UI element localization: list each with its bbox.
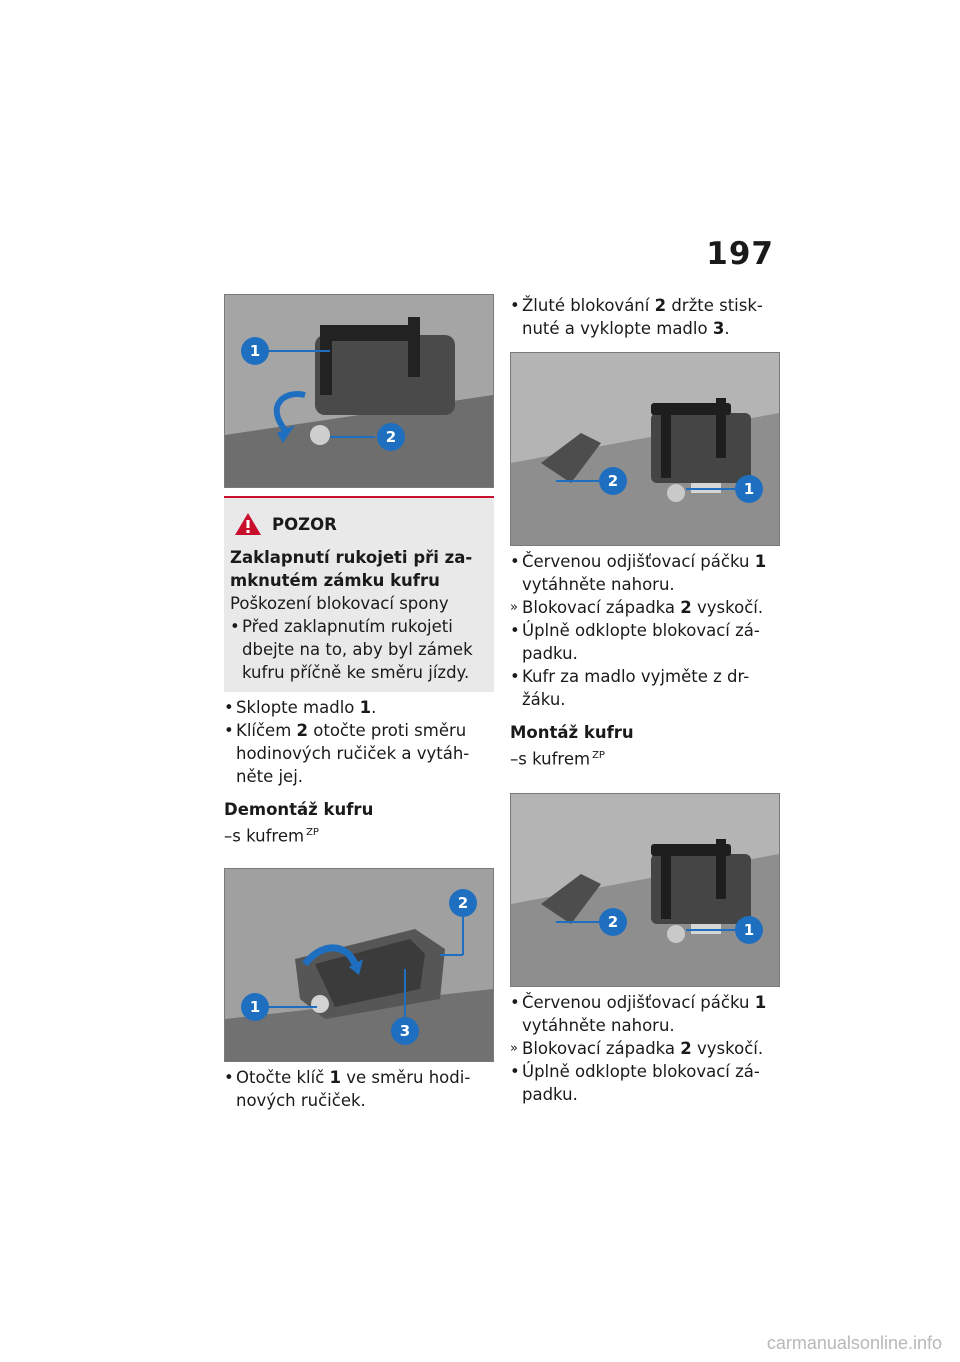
figure-lock-lever-illustration [511, 353, 779, 545]
step-text: Klíčem [236, 721, 297, 740]
warning-triangle-icon [234, 512, 262, 536]
step-after: . [724, 319, 730, 338]
step-turn-key-clockwise [224, 1066, 494, 1112]
result-latch-pops [510, 596, 780, 619]
steps-removal [510, 550, 780, 711]
step-text: Blokovací západka [522, 598, 681, 617]
bullet-marker: • [510, 992, 520, 1012]
result-marker: » [510, 1040, 518, 1056]
figure1-callout-2: 2 [385, 428, 397, 446]
step-after: vytáhněte nahoru. [522, 575, 675, 594]
step-after: držte stisk-nuté a vyklopte madlo [522, 296, 763, 338]
bullet-marker: • [224, 721, 234, 740]
step-turn-key [224, 719, 494, 788]
figure4-callout-2: 2 [607, 912, 619, 931]
step-ref: 3 [712, 319, 725, 338]
right-column [510, 294, 780, 1106]
figure2-callout-3: 3 [399, 1021, 411, 1040]
result-marker: » [510, 600, 518, 615]
section-condition-removal [224, 821, 494, 848]
bullet-marker: • [510, 1061, 520, 1081]
watermark: carmanualsonline.info [766, 1333, 942, 1353]
step-text: Červenou odjišťovací páčku [522, 992, 755, 1012]
step-open-latch [510, 619, 780, 665]
bullet-marker: • [510, 552, 520, 571]
step-ref: 2 [296, 721, 309, 740]
figure3-callout-1: 1 [743, 480, 755, 498]
step-fold-handle [224, 696, 494, 719]
step-yellow-lock [510, 294, 780, 340]
steps-installation [510, 991, 780, 1106]
warning-bullet-rest: dbejte na to, aby byl zámek kufru příčně ke směru jízdy. [242, 640, 473, 682]
figure-lid-key [224, 868, 494, 1062]
warning-heading: Zaklapnutí rukojeti při za-mknutém zámku kufru [230, 548, 473, 590]
step-after: otočte proti směru hodinových ručiček a vytáh-něte jej. [236, 721, 470, 786]
step-after: . [371, 698, 377, 717]
left-column [224, 294, 494, 1112]
step-remove-case [510, 665, 780, 711]
condition-sup: ZP [306, 827, 319, 838]
step-open-latch [510, 1060, 780, 1106]
condition-text: –s kufrem [224, 826, 305, 846]
section-heading-removal: Demontáž kufru [224, 800, 374, 819]
bullet-marker: • [224, 698, 234, 717]
condition-text: –s kufrem [510, 749, 591, 769]
step-after: vyskočí. [691, 1038, 764, 1058]
step-ref: 1 [754, 992, 767, 1012]
step-ref: 1 [754, 552, 767, 571]
step-text: Otočte klíč [236, 1067, 330, 1087]
figure-lid-key-illustration [225, 869, 493, 1061]
figure2-callout-1: 1 [249, 997, 261, 1016]
result-latch-pops [510, 1037, 780, 1060]
figure-handle-and-key-illustration [225, 295, 493, 487]
bullet-marker: • [224, 1067, 234, 1087]
section-heading-installation: Montáž kufru [510, 723, 634, 742]
step-ref: 2 [680, 598, 692, 617]
step-ref: 2 [654, 296, 667, 315]
step-text: Úplně odklopte blokovací zá-padku. [522, 621, 760, 663]
warning-subtitle: Poškození blokovací spony [230, 594, 449, 613]
warning-bullet-prefix: Před zaklapnutím rukojeti [242, 617, 453, 636]
step-text: Kufr za madlo vyjměte z dr-žáku. [522, 667, 750, 709]
step-text: Žluté blokování [522, 296, 655, 315]
step-text: Blokovací západka [522, 1038, 681, 1058]
warning-title: POZOR [272, 514, 337, 534]
figure-lock-lever-install-illustration [511, 794, 779, 986]
figure-handle-and-key [224, 294, 494, 488]
figure3-callout-2: 2 [607, 472, 619, 490]
figure2-callout-2: 2 [457, 893, 469, 912]
bullet-marker: • [510, 667, 520, 686]
step-text: Úplně odklopte blokovací zá-padku. [522, 1061, 760, 1104]
step-after: vyskočí. [691, 598, 764, 617]
step-pull-lever [510, 991, 780, 1037]
step-text: Červenou odjišťovací páčku [522, 552, 755, 571]
bullet-marker: • [510, 296, 520, 315]
bullet-marker: • [230, 617, 240, 636]
figure4-callout-1: 1 [743, 920, 755, 939]
step-ref: 1 [329, 1067, 342, 1087]
step-ref: 2 [680, 1038, 692, 1058]
step-after: vytáhněte nahoru. [522, 1015, 675, 1035]
step-after: ve směru hodi-nových ručiček. [236, 1067, 471, 1110]
step-text: Sklopte madlo [236, 698, 360, 717]
condition-sup: ZP [592, 750, 605, 761]
figure-lock-lever-install [510, 793, 780, 987]
figure-lock-lever [510, 352, 780, 546]
step-pull-lever [510, 550, 780, 596]
warning-box [224, 496, 494, 692]
figure1-callout-1: 1 [249, 342, 261, 360]
bullet-marker: • [510, 621, 520, 640]
step-ref: 1 [359, 698, 372, 717]
page-number: 197 [706, 236, 774, 272]
warning-bullet [230, 615, 486, 684]
section-condition-installation [510, 744, 780, 771]
